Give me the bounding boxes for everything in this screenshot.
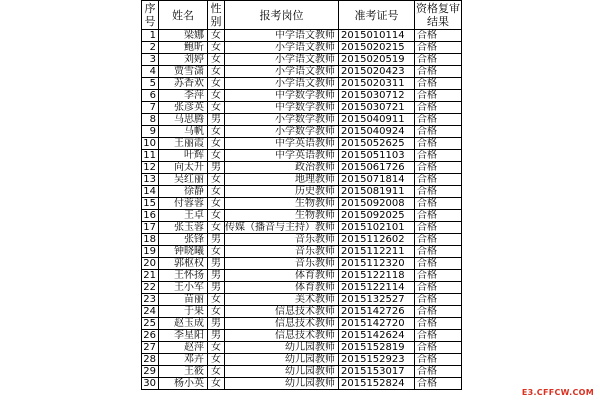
cell-exam-no: 2015152819 <box>339 342 415 354</box>
cell-name: 李萍 <box>159 90 208 102</box>
cell-position: 小学数学教师 <box>225 126 339 138</box>
cell-position: 信息技术教师 <box>225 306 339 318</box>
cell-gender: 女 <box>208 354 225 366</box>
cell-name: 马思腾 <box>159 114 208 126</box>
cell-gender: 男 <box>208 162 225 174</box>
table-row <box>142 90 462 102</box>
cell-position: 小学语文教师 <box>225 42 339 54</box>
cell-gender: 女 <box>208 174 225 186</box>
cell-no: 5 <box>142 78 159 90</box>
cell-gender: 男 <box>208 270 225 282</box>
cell-result: 合格 <box>415 366 462 378</box>
cell-result: 合格 <box>415 162 462 174</box>
cell-exam-no: 2015040924 <box>339 126 415 138</box>
cell-result: 合格 <box>415 330 462 342</box>
table-row <box>142 54 462 66</box>
cell-result: 合格 <box>415 270 462 282</box>
table-body <box>142 30 462 390</box>
cell-no: 22 <box>142 282 159 294</box>
cell-exam-no: 2015132527 <box>339 294 415 306</box>
cell-position: 音乐教师 <box>225 246 339 258</box>
cell-gender: 女 <box>208 294 225 306</box>
cell-result: 合格 <box>415 150 462 162</box>
cell-result: 合格 <box>415 66 462 78</box>
cell-result: 合格 <box>415 78 462 90</box>
cell-position: 地理教师 <box>225 174 339 186</box>
cell-gender: 女 <box>208 54 225 66</box>
table-row <box>142 114 462 126</box>
cell-gender: 女 <box>208 126 225 138</box>
table-row <box>142 186 462 198</box>
results-table <box>141 0 462 390</box>
cell-gender: 女 <box>208 90 225 102</box>
table-row <box>142 222 462 234</box>
cell-gender: 女 <box>208 342 225 354</box>
cell-exam-no: 2015112602 <box>339 234 415 246</box>
cell-no: 12 <box>142 162 159 174</box>
cell-position: 幼儿园教师 <box>225 378 339 390</box>
cell-result: 合格 <box>415 186 462 198</box>
cell-exam-no: 2015142624 <box>339 330 415 342</box>
cell-name: 贾雪潇 <box>159 66 208 78</box>
cell-gender: 女 <box>208 210 225 222</box>
table-row <box>142 150 462 162</box>
cell-name: 赵玉成 <box>159 318 208 330</box>
cell-gender: 女 <box>208 66 225 78</box>
cell-no: 20 <box>142 258 159 270</box>
cell-exam-no: 2015020519 <box>339 54 415 66</box>
cell-name: 付蓉蓉 <box>159 198 208 210</box>
cell-exam-no: 2015030721 <box>339 102 415 114</box>
cell-exam-no: 2015081911 <box>339 186 415 198</box>
cell-exam-no: 2015152923 <box>339 354 415 366</box>
cell-gender: 男 <box>208 330 225 342</box>
cell-result: 合格 <box>415 354 462 366</box>
cell-exam-no: 2015020215 <box>339 42 415 54</box>
cell-no: 16 <box>142 210 159 222</box>
cell-exam-no: 2015092008 <box>339 198 415 210</box>
cell-position: 中学语文教师 <box>225 30 339 42</box>
cell-position: 体育教师 <box>225 270 339 282</box>
cell-result: 合格 <box>415 378 462 390</box>
cell-exam-no: 2015142720 <box>339 318 415 330</box>
cell-result: 合格 <box>415 90 462 102</box>
cell-position: 中学数学教师 <box>225 102 339 114</box>
cell-position: 幼儿园教师 <box>225 354 339 366</box>
cell-name: 王怀扬 <box>159 270 208 282</box>
header-row <box>142 1 462 30</box>
cell-position: 小学语文教师 <box>225 66 339 78</box>
cell-no: 4 <box>142 66 159 78</box>
cell-no: 10 <box>142 138 159 150</box>
cell-position: 中学数学教师 <box>225 90 339 102</box>
cell-position: 幼儿园教师 <box>225 342 339 354</box>
cell-name: 王筱 <box>159 366 208 378</box>
cell-exam-no: 2015071814 <box>339 174 415 186</box>
cell-gender: 男 <box>208 234 225 246</box>
table-row <box>142 270 462 282</box>
table-row <box>142 42 462 54</box>
cell-result: 合格 <box>415 294 462 306</box>
cell-name: 张彦英 <box>159 102 208 114</box>
cell-position: 音乐教师 <box>225 234 339 246</box>
cell-gender: 男 <box>208 282 225 294</box>
cell-gender: 女 <box>208 102 225 114</box>
cell-position: 生物教师 <box>225 210 339 222</box>
cell-exam-no: 2015052625 <box>339 138 415 150</box>
cell-result: 合格 <box>415 318 462 330</box>
cell-gender: 男 <box>208 114 225 126</box>
cell-no: 18 <box>142 234 159 246</box>
cell-position: 信息技术教师 <box>225 330 339 342</box>
cell-position: 中学英语教师 <box>225 150 339 162</box>
cell-no: 2 <box>142 42 159 54</box>
header-result: 资格复审结果 <box>416 2 460 28</box>
header-name: 姓名 <box>159 1 208 30</box>
table-row <box>142 126 462 138</box>
cell-name: 鲍昕 <box>159 42 208 54</box>
cell-no: 19 <box>142 246 159 258</box>
cell-no: 11 <box>142 150 159 162</box>
cell-name: 叶辉 <box>159 150 208 162</box>
table-row <box>142 138 462 150</box>
cell-gender: 女 <box>208 378 225 390</box>
cell-result: 合格 <box>415 30 462 42</box>
header-position: 报考岗位 <box>225 1 339 30</box>
cell-name: 钟晓曦 <box>159 246 208 258</box>
cell-name: 邓卉 <box>159 354 208 366</box>
cell-gender: 女 <box>208 306 225 318</box>
cell-no: 30 <box>142 378 159 390</box>
cell-result: 合格 <box>415 114 462 126</box>
cell-no: 8 <box>142 114 159 126</box>
cell-no: 7 <box>142 102 159 114</box>
cell-name: 马帆 <box>159 126 208 138</box>
cell-name: 王丽霞 <box>159 138 208 150</box>
cell-gender: 男 <box>208 258 225 270</box>
cell-name: 吴红丽 <box>159 174 208 186</box>
table-row <box>142 174 462 186</box>
cell-no: 17 <box>142 222 159 234</box>
cell-gender: 女 <box>208 246 225 258</box>
cell-result: 合格 <box>415 102 462 114</box>
table-row <box>142 318 462 330</box>
cell-gender: 女 <box>208 78 225 90</box>
cell-result: 合格 <box>415 306 462 318</box>
cell-position: 音乐教师 <box>225 258 339 270</box>
cell-gender: 女 <box>208 366 225 378</box>
cell-gender: 女 <box>208 198 225 210</box>
table-row <box>142 66 462 78</box>
cell-no: 15 <box>142 198 159 210</box>
cell-name: 徐静 <box>159 186 208 198</box>
cell-position: 小学语文教师 <box>225 78 339 90</box>
cell-position: 美术教师 <box>225 294 339 306</box>
cell-exam-no: 2015020311 <box>339 78 415 90</box>
cell-name: 杨小英 <box>159 378 208 390</box>
cell-name: 王小军 <box>159 282 208 294</box>
cell-position: 信息技术教师 <box>225 318 339 330</box>
cell-position: 传媒（播音与主持）教师 <box>225 222 339 234</box>
table-row <box>142 246 462 258</box>
header-gender: 性别 <box>208 1 225 30</box>
cell-position: 体育教师 <box>225 282 339 294</box>
cell-result: 合格 <box>415 342 462 354</box>
cell-result: 合格 <box>415 54 462 66</box>
table-row <box>142 378 462 390</box>
cell-name: 赵萍 <box>159 342 208 354</box>
cell-exam-no: 2015142726 <box>339 306 415 318</box>
cell-result: 合格 <box>415 126 462 138</box>
cell-name: 梁娜 <box>159 30 208 42</box>
table-row <box>142 366 462 378</box>
cell-position: 政治教师 <box>225 162 339 174</box>
cell-no: 1 <box>142 30 159 42</box>
table-row <box>142 306 462 318</box>
cell-exam-no: 2015122114 <box>339 282 415 294</box>
cell-exam-no: 2015030712 <box>339 90 415 102</box>
cell-name: 张锋 <box>159 234 208 246</box>
cell-gender: 女 <box>208 42 225 54</box>
cell-result: 合格 <box>415 282 462 294</box>
cell-result: 合格 <box>415 222 462 234</box>
cell-result: 合格 <box>415 198 462 210</box>
table-row <box>142 282 462 294</box>
cell-name: 于果 <box>159 306 208 318</box>
cell-position: 历史教师 <box>225 186 339 198</box>
cell-name: 王卓 <box>159 210 208 222</box>
table-row <box>142 30 462 42</box>
cell-gender: 女 <box>208 222 225 234</box>
cell-result: 合格 <box>415 42 462 54</box>
cell-exam-no: 2015102101 <box>339 222 415 234</box>
table-row <box>142 102 462 114</box>
cell-gender: 女 <box>208 186 225 198</box>
cell-position: 中学英语教师 <box>225 138 339 150</box>
table-row <box>142 162 462 174</box>
table-row <box>142 210 462 222</box>
watermark: E3.CFFCW.COM <box>521 388 594 397</box>
cell-no: 28 <box>142 354 159 366</box>
cell-name: 郭枢权 <box>159 258 208 270</box>
cell-name: 向太升 <box>159 162 208 174</box>
cell-no: 27 <box>142 342 159 354</box>
cell-position: 小学语文教师 <box>225 54 339 66</box>
cell-exam-no: 2015092025 <box>339 210 415 222</box>
cell-no: 9 <box>142 126 159 138</box>
table-row <box>142 342 462 354</box>
cell-no: 21 <box>142 270 159 282</box>
cell-position: 幼儿园教师 <box>225 366 339 378</box>
cell-position: 生物教师 <box>225 198 339 210</box>
cell-name: 李星阳 <box>159 330 208 342</box>
cell-no: 13 <box>142 174 159 186</box>
cell-gender: 女 <box>208 150 225 162</box>
cell-no: 24 <box>142 306 159 318</box>
cell-position: 小学数学教师 <box>225 114 339 126</box>
cell-no: 14 <box>142 186 159 198</box>
cell-result: 合格 <box>415 258 462 270</box>
header-exam-no: 准考证号 <box>339 1 415 30</box>
cell-result: 合格 <box>415 246 462 258</box>
table-row <box>142 78 462 90</box>
cell-exam-no: 2015020423 <box>339 66 415 78</box>
cell-no: 26 <box>142 330 159 342</box>
table-row <box>142 294 462 306</box>
cell-exam-no: 2015040911 <box>339 114 415 126</box>
table-row <box>142 198 462 210</box>
table-row <box>142 234 462 246</box>
cell-no: 25 <box>142 318 159 330</box>
header-no: 序号 <box>142 1 159 30</box>
cell-no: 3 <box>142 54 159 66</box>
cell-exam-no: 2015112320 <box>339 258 415 270</box>
cell-gender: 女 <box>208 30 225 42</box>
cell-exam-no: 2015010114 <box>339 30 415 42</box>
cell-result: 合格 <box>415 234 462 246</box>
cell-exam-no: 2015112211 <box>339 246 415 258</box>
cell-result: 合格 <box>415 210 462 222</box>
cell-no: 23 <box>142 294 159 306</box>
table-row <box>142 330 462 342</box>
cell-exam-no: 2015051103 <box>339 150 415 162</box>
cell-exam-no: 2015152824 <box>339 378 415 390</box>
table-row <box>142 258 462 270</box>
cell-name: 苏香欢 <box>159 78 208 90</box>
cell-result: 合格 <box>415 174 462 186</box>
cell-exam-no: 2015153017 <box>339 366 415 378</box>
cell-name: 刘婷 <box>159 54 208 66</box>
cell-gender: 女 <box>208 138 225 150</box>
cell-exam-no: 2015061726 <box>339 162 415 174</box>
cell-no: 29 <box>142 366 159 378</box>
cell-name: 苗丽 <box>159 294 208 306</box>
table-row <box>142 354 462 366</box>
cell-no: 6 <box>142 90 159 102</box>
cell-name: 张玉蓉 <box>159 222 208 234</box>
cell-result: 合格 <box>415 138 462 150</box>
cell-exam-no: 2015122118 <box>339 270 415 282</box>
cell-gender: 男 <box>208 318 225 330</box>
